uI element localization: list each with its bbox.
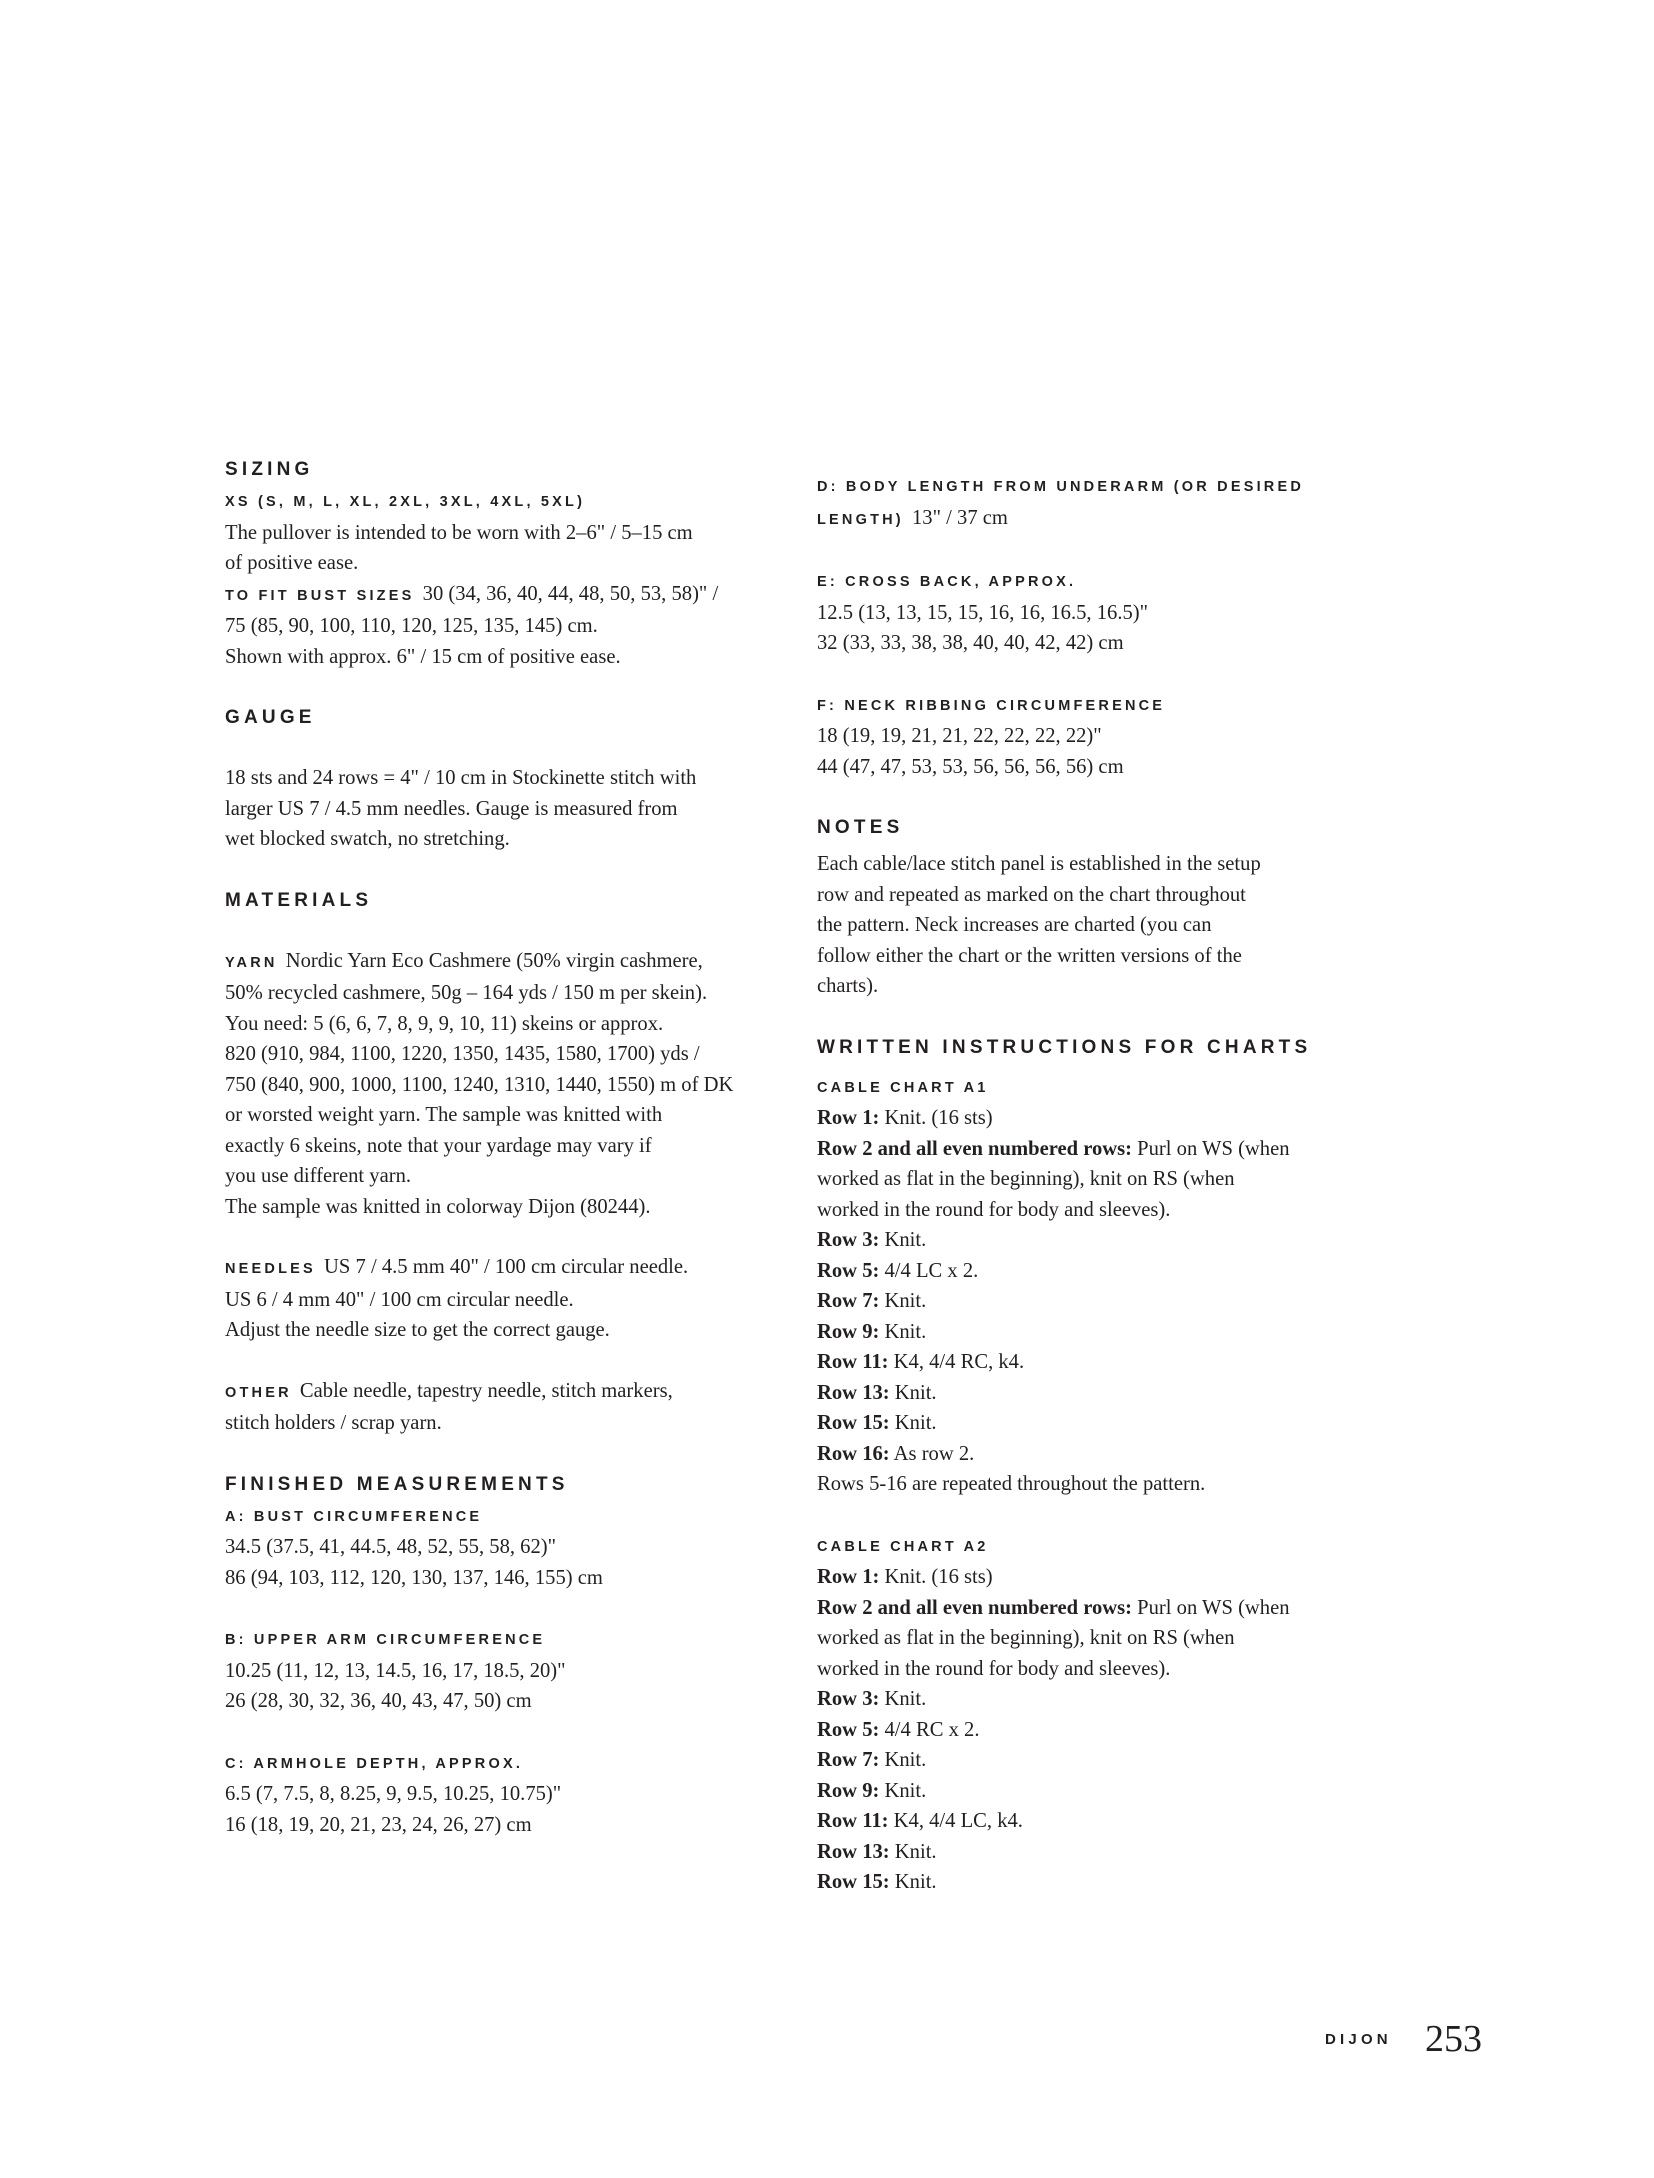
sub-label: A: BUST CIRCUMFERENCE	[225, 1508, 483, 1525]
measure-label-line	[225, 1623, 785, 1656]
page-number: 253	[1425, 2018, 1482, 2060]
measure-text: 16 (18, 19, 20, 21, 23, 24, 26, 27) cm	[225, 1813, 532, 1836]
chart-row: Row 3: Knit.	[817, 1688, 927, 1710]
measure-text: 86 (94, 103, 112, 120, 130, 137, 146, 155) cm	[225, 1566, 603, 1589]
measure-label-line: LENGTH) 13" / 37 cm	[817, 506, 1008, 529]
sub-label: OTHER	[225, 1384, 292, 1401]
fit-line: TO FIT BUST SIZES 30 (34, 36, 40, 44, 48, 50, 53, 58)" /	[225, 582, 719, 605]
sub-label: E: CROSS BACK, APPROX.	[817, 574, 1077, 590]
sub-label: LENGTH)	[817, 511, 904, 528]
measure-label-line	[817, 689, 1387, 722]
notes-section	[817, 813, 1387, 1002]
chart-row: Row 7: Knit.	[817, 1749, 927, 1771]
finished-measurements-section	[225, 1470, 785, 1841]
chart-row: Row 2 and all even numbered rows: Purl on WS (when	[817, 1137, 1290, 1160]
materials-text: US 6 / 4 mm 40" / 100 cm circular needle.	[225, 1288, 574, 1311]
sizes-line	[225, 485, 785, 518]
gauge-section	[225, 703, 785, 855]
chart-row-text: worked in the round for body and sleeves).	[817, 1657, 1171, 1680]
measure-text: 34.5 (37.5, 41, 44.5, 48, 52, 55, 58, 62)"	[225, 1536, 557, 1558]
chart-row: Row 13: Knit.	[817, 1840, 937, 1863]
sub-label: NEEDLES	[225, 1261, 316, 1277]
sub-label: F: NECK RIBBING CIRCUMFERENCE	[817, 697, 1166, 714]
needles-line: NEEDLES US 7 / 4.5 mm 40" / 100 cm circular needle.	[225, 1256, 689, 1278]
sub-label: CABLE CHART A1	[817, 1079, 989, 1096]
gauge-text: larger US 7 / 4.5 mm needles. Gauge is measured from	[225, 797, 678, 820]
sub-label: CABLE CHART A2	[817, 1538, 989, 1555]
materials-text: 820 (910, 984, 1100, 1220, 1350, 1435, 1580, 1700) yds /	[225, 1043, 700, 1065]
materials-text: stitch holders / scrap yarn.	[225, 1412, 442, 1434]
chart-row: Row 1: Knit. (16 sts)	[817, 1107, 993, 1129]
sizing-text: of positive ease.	[225, 552, 359, 574]
chart-row: Row 11: K4, 4/4 RC, k4.	[817, 1351, 1025, 1373]
notes-text: charts).	[817, 975, 879, 997]
cable-chart-a2	[817, 1530, 1387, 1898]
sub-label: C: ARMHOLE DEPTH, APPROX.	[225, 1755, 524, 1772]
chart-row: Row 3: Knit.	[817, 1229, 927, 1251]
chart-row: Row 11: K4, 4/4 LC, k4.	[817, 1810, 1023, 1832]
measure-text: 26 (28, 30, 32, 36, 40, 43, 47, 50) cm	[225, 1690, 532, 1712]
measure-text: 10.25 (11, 12, 13, 14.5, 16, 17, 18.5, 20)"	[225, 1659, 566, 1682]
notes-text: row and repeated as marked on the chart throughout	[817, 883, 1246, 906]
right-column	[817, 470, 1387, 1898]
measure-text: 32 (33, 33, 38, 38, 40, 40, 42, 42) cm	[817, 632, 1124, 654]
materials-text: 750 (840, 900, 1000, 1100, 1240, 1310, 1440, 1550) m of DK	[225, 1073, 734, 1096]
chart-label-line	[817, 1071, 1387, 1104]
sizing-section	[225, 455, 785, 672]
chart-label-line	[817, 1530, 1387, 1563]
chart-row: Row 2 and all even numbered rows: Purl on WS (when	[817, 1596, 1290, 1619]
section-heading: SIZING	[225, 459, 314, 480]
chart-row: Row 9: Knit.	[817, 1779, 927, 1802]
measure-text: 6.5 (7, 7.5, 8, 8.25, 9, 9.5, 10.25, 10.75)"	[225, 1783, 562, 1805]
gauge-text: wet blocked swatch, no stretching.	[225, 828, 510, 850]
chart-row-text: worked as flat in the beginning), knit on RS (when	[817, 1168, 1235, 1190]
written-instructions-section	[817, 1033, 1387, 1898]
measure-text: 18 (19, 19, 21, 21, 22, 22, 22, 22)"	[817, 725, 1102, 747]
sub-label: D: BODY LENGTH FROM UNDERARM (OR DESIRED	[817, 479, 1305, 495]
chart-row-text: worked in the round for body and sleeves).	[817, 1198, 1171, 1221]
chart-row: Row 1: Knit. (16 sts)	[817, 1566, 993, 1588]
materials-text: 50% recycled cashmere, 50g – 164 yds / 150 m per skein).	[225, 982, 708, 1004]
sizing-text: 75 (85, 90, 100, 110, 120, 125, 135, 145) cm.	[225, 615, 598, 637]
measure-label-line	[817, 470, 1387, 503]
other-line: OTHER Cable needle, tapestry needle, stitch markers,	[225, 1379, 673, 1402]
chart-row: Row 5: 4/4 RC x 2.	[817, 1718, 980, 1741]
materials-text: Adjust the needle size to get the correct gauge.	[225, 1319, 610, 1341]
notes-text: follow either the chart or the written versions of the	[817, 944, 1242, 967]
left-column	[225, 455, 785, 1840]
gauge-text: 18 sts and 24 rows = 4" / 10 cm in Stockinette stitch with	[225, 767, 697, 789]
chart-row: Row 16: As row 2.	[817, 1442, 975, 1465]
measure-label-line	[225, 1747, 785, 1780]
cable-chart-a1	[817, 1071, 1387, 1500]
materials-text: exactly 6 skeins, note that your yardage may vary if	[225, 1134, 652, 1157]
sub-label: YARN	[225, 954, 278, 971]
measurements-continued	[817, 470, 1387, 782]
sub-label: B: UPPER ARM CIRCUMFERENCE	[225, 1632, 546, 1648]
section-heading: MATERIALS	[225, 889, 373, 911]
running-title: DIJON	[1325, 2031, 1392, 2048]
sub-label: TO FIT BUST SIZES	[225, 587, 415, 604]
chart-row: Row 15: Knit.	[817, 1412, 937, 1434]
chart-repeat-note: Rows 5-16 are repeated throughout the pattern.	[817, 1473, 1206, 1495]
materials-text: you use different yarn.	[225, 1165, 412, 1187]
section-heading: FINISHED MEASUREMENTS	[225, 1473, 569, 1495]
materials-section	[225, 886, 785, 1439]
notes-text: Each cable/lace stitch panel is established in the setup	[817, 853, 1261, 875]
sizing-text: The pullover is intended to be worn with 2–6" / 5–15 cm	[225, 521, 693, 544]
measure-text: 44 (47, 47, 53, 53, 56, 56, 56, 56) cm	[817, 755, 1124, 778]
materials-text: or worsted weight yarn. The sample was knitted with	[225, 1104, 663, 1126]
measure-text: 12.5 (13, 13, 15, 15, 16, 16, 16.5, 16.5)"	[817, 601, 1149, 624]
chart-row: Row 5: 4/4 LC x 2.	[817, 1259, 979, 1282]
chart-row: Row 9: Knit.	[817, 1320, 927, 1343]
chart-row: Row 7: Knit.	[817, 1290, 927, 1312]
chart-row: Row 13: Knit.	[817, 1381, 937, 1404]
materials-text: The sample was knitted in colorway Dijon (80244).	[225, 1195, 651, 1218]
materials-text: You need: 5 (6, 6, 7, 8, 9, 9, 10, 11) skeins or approx.	[225, 1012, 664, 1035]
chart-row-text: worked as flat in the beginning), knit on RS (when	[817, 1627, 1235, 1649]
measure-label-line	[817, 565, 1387, 598]
section-heading: GAUGE	[225, 707, 316, 728]
yarn-line: YARN Nordic Yarn Eco Cashmere (50% virgin cashmere,	[225, 949, 703, 972]
notes-text: the pattern. Neck increases are charted (you can	[817, 914, 1212, 936]
sub-label: XS (S, M, L, XL, 2XL, 3XL, 4XL, 5XL)	[225, 494, 586, 510]
measure-label-line	[225, 1500, 785, 1533]
sizing-text: Shown with approx. 6" / 15 cm of positive ease.	[225, 645, 621, 668]
section-heading: WRITTEN INSTRUCTIONS FOR CHARTS	[817, 1036, 1312, 1058]
section-heading: NOTES	[817, 817, 904, 838]
chart-row: Row 15: Knit.	[817, 1871, 937, 1893]
